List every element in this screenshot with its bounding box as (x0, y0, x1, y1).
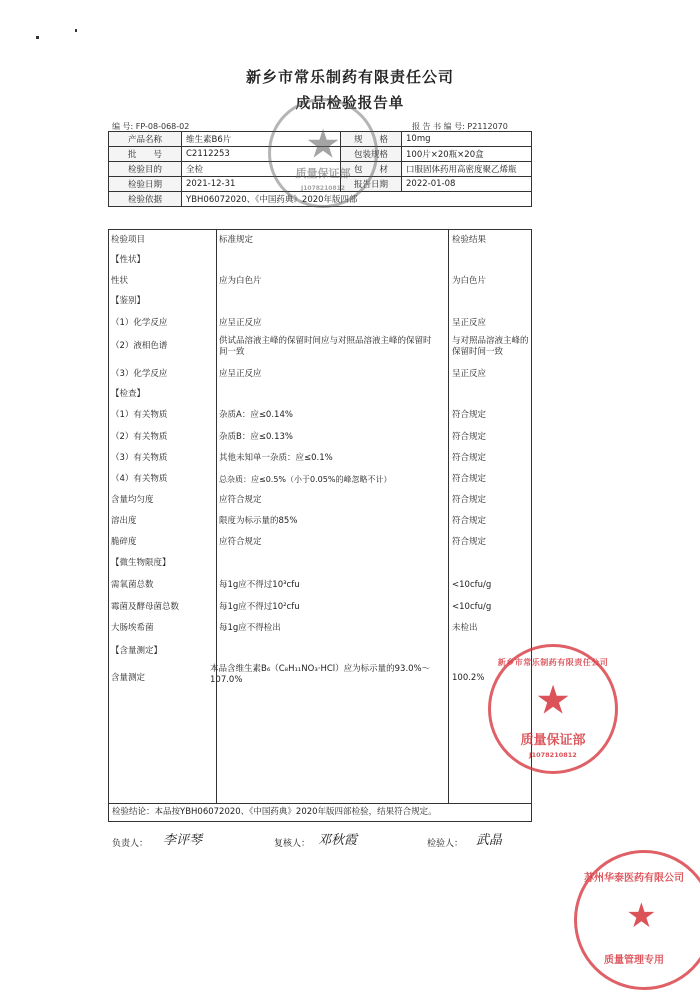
col-header-result: 检验结果 (452, 235, 487, 245)
col-header-item: 检验项目 (111, 235, 146, 245)
inspector-signature: 武晶 (476, 833, 503, 848)
section-identification: 【鉴别】 (111, 296, 146, 306)
row-standard: 供试品溶液主峰的保留时间应与对照品溶液主峰的保留时间一致 (219, 336, 432, 357)
star-icon: ★ (535, 677, 571, 724)
value-report-date: 2022-01-08 (402, 177, 532, 192)
row-standard: 应符合规定 (219, 537, 262, 547)
row-standard: 每1g应不得过10³cfu (219, 580, 300, 590)
scan-mark (36, 36, 39, 39)
row-item: （1）有关物质 (111, 410, 168, 420)
label-basis: 检验依据 (109, 192, 182, 207)
label-batch: 批 号 (109, 147, 182, 162)
value-basis: YBH06072020、《中国药典》2020年版四部 (182, 192, 532, 207)
section-microbial-limits: 【微生物限度】 (111, 558, 171, 568)
row-item: 性状 (111, 276, 129, 286)
row-standard: 杂质B：应≤0.13% (219, 432, 293, 442)
row-result: 符合规定 (452, 453, 487, 463)
row-item: 需氧菌总数 (111, 580, 154, 590)
row-item: 霉菌及酵母菌总数 (111, 602, 180, 612)
row-result: 100.2% (452, 673, 485, 683)
label-product-name: 产品名称 (109, 132, 182, 147)
row-item: （2）有关物质 (111, 432, 168, 442)
section-appearance: 【性状】 (111, 255, 146, 265)
row-result: 呈正反应 (452, 369, 487, 379)
row-standard: 应符合规定 (219, 495, 262, 505)
row-result: <10cfu/g (452, 602, 492, 612)
row-standard: 其他未知单一杂质：应≤0.1% (219, 453, 333, 463)
qa-stamp-text: 质量保证部 (520, 733, 586, 748)
row-item: （1）化学反应 (111, 318, 168, 328)
row-result: 符合规定 (452, 432, 487, 442)
label-package: 包装规格 (341, 147, 402, 162)
row-item: 大肠埃希菌 (111, 623, 154, 633)
label-test-date: 检验日期 (109, 177, 182, 192)
row-item: （2）液相色谱 (111, 341, 168, 351)
value-batch: C2112253 (182, 147, 341, 162)
row-result: 为白色片 (452, 276, 487, 286)
row-standard: 本品含维生素B₆（C₈H₁₁NO₃·HCl）应为标示量的93.0%～107.0% (210, 664, 431, 685)
star-icon: ★ (305, 121, 341, 168)
row-item: 含量均匀度 (111, 495, 154, 505)
value-product-name: 维生素B6片 (182, 132, 341, 147)
row-result: 符合规定 (452, 474, 487, 484)
value-spec: 10mg (402, 132, 532, 147)
row-result: 符合规定 (452, 410, 487, 420)
corner-stamp-text: 质量管理专用 (604, 955, 664, 966)
company-name: 新乡市常乐制药有限责任公司 (245, 68, 454, 86)
owner-label: 负责人： (112, 839, 149, 849)
row-result: <10cfu/g (452, 580, 492, 590)
value-material: 口服固体药用高密度聚乙烯瓶 (402, 162, 532, 177)
row-standard: 总杂质：应≤0.5%（小于0.05%的峰忽略不计） (219, 475, 392, 484)
column-divider (448, 229, 449, 803)
owner-signature: 李评琴 (163, 833, 203, 848)
column-divider (216, 229, 217, 803)
corner-stamp (574, 850, 700, 990)
row-result: 符合规定 (452, 495, 487, 505)
scan-mark (75, 29, 77, 32)
qa-stamp (488, 644, 618, 774)
document-title: 成品检验报告单 (295, 96, 405, 112)
row-item: （3）化学反应 (111, 369, 168, 379)
reviewer-signature: 邓秋霞 (318, 833, 358, 848)
reviewer-label: 复核人： (274, 839, 311, 849)
corner-stamp-ring-text: 苏州华泰医药有限公司 (584, 873, 684, 884)
inspector-label: 检验人： (427, 839, 464, 849)
label-spec: 规 格 (341, 132, 402, 147)
form-code: 编 号: FP-08-068-02 (112, 122, 190, 131)
section-inspection: 【检查】 (111, 389, 146, 399)
col-header-standard: 标准规定 (219, 235, 254, 245)
conclusion-divider (108, 803, 532, 804)
section-assay: 【含量测定】 (111, 646, 163, 656)
row-result: 与对照品溶液主峰的保留时间一致 (452, 336, 529, 357)
row-item: 含量测定 (111, 673, 146, 683)
conclusion: 检验结论：本品按YBH06072020、《中国药典》2020年版四部检验，结果符合规定。 (112, 807, 437, 817)
row-standard: 应呈正反应 (219, 369, 262, 379)
row-item: （4）有关物质 (111, 474, 168, 484)
row-standard: 应为白色片 (219, 276, 262, 286)
row-item: 溶出度 (111, 516, 137, 526)
label-material: 包 材 (341, 162, 402, 177)
row-result: 未检出 (452, 623, 478, 633)
value-purpose: 全检 (182, 162, 341, 177)
row-result: 符合规定 (452, 537, 487, 547)
row-standard: 每1g应不得检出 (219, 623, 281, 633)
row-standard: 应呈正反应 (219, 318, 262, 328)
row-standard: 杂质A：应≤0.14% (219, 410, 293, 420)
label-purpose: 检验目的 (109, 162, 182, 177)
row-result: 呈正反应 (452, 318, 487, 328)
value-test-date: 2021-12-31 (182, 177, 341, 192)
row-item: （3）有关物质 (111, 453, 168, 463)
row-standard: 每1g应不得过10²cfu (219, 602, 300, 612)
qa-stamp-code: J1078210812 (529, 751, 577, 759)
row-result: 符合规定 (452, 516, 487, 526)
report-number: 报 告 书 编 号: P2112070 (412, 122, 508, 131)
qa-stamp-faint-code: J1078210812 (301, 185, 345, 192)
star-icon: ★ (626, 896, 657, 936)
row-item: 脆碎度 (111, 537, 137, 547)
qa-stamp-ring-text: 新乡市常乐制药有限责任公司 (497, 658, 609, 667)
label-report-date: 报告日期 (341, 177, 402, 192)
row-standard: 限度为标示量的85% (219, 516, 298, 526)
qa-stamp-faint-text: 质量保证部 (295, 167, 351, 180)
qa-stamp-faint (268, 98, 378, 208)
value-package: 100片×20瓶×20盒 (402, 147, 532, 162)
